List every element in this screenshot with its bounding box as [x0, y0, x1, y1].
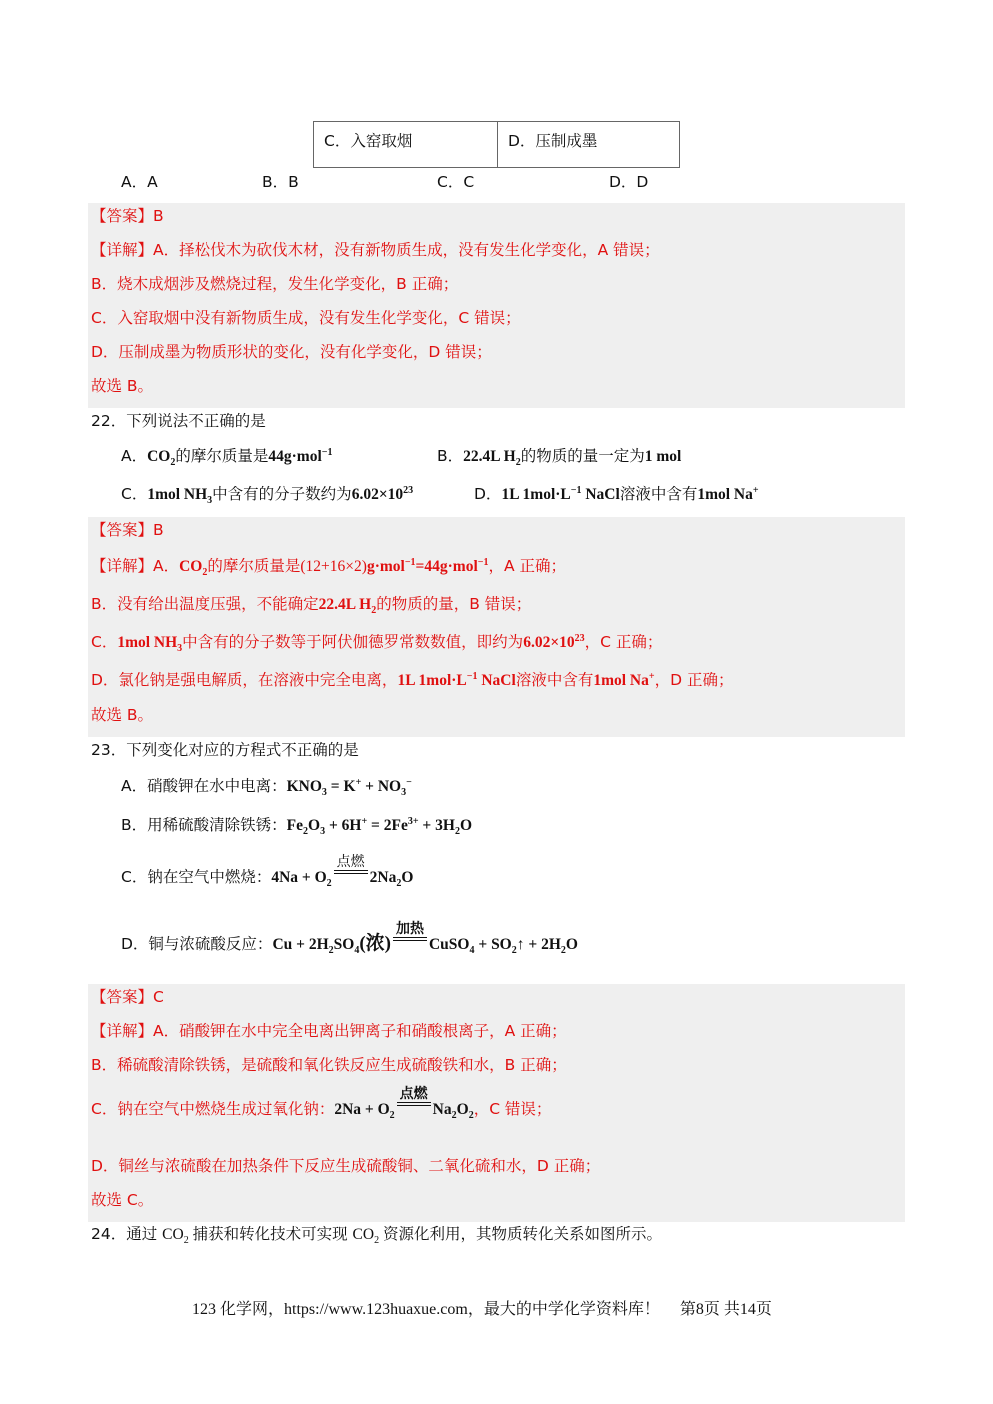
- q22-detail-3: [91, 632, 662, 653]
- formula: 1mol $NH_3$: [117, 634, 183, 655]
- q21-answer-block: [88, 203, 905, 408]
- q21-option-c: C．C: [437, 173, 475, 191]
- formula: 1L $1mol\cdot L^{-1}$ NaCl: [397, 670, 516, 689]
- q22-d-prefix: D．: [474, 485, 502, 503]
- q22-stem: 22．下列说法不正确的是: [91, 412, 266, 430]
- q22-a-text: 的摩尔质量是: [175, 447, 269, 465]
- q22-d4-prefix: D．氯化钠是强电解质，在溶液中完全电离，: [91, 671, 398, 689]
- formula: 1mol $NH_3$: [147, 486, 213, 507]
- formula: $CO_2$: [147, 448, 176, 469]
- formula: (12+16×2)g·mol$^{-1}$=44g·mol$^{-1}$: [300, 556, 489, 575]
- q22-detail-2: [91, 594, 531, 615]
- q23-answer: 【答案】C: [91, 988, 164, 1006]
- q22-d4-text: 溶液中含有: [515, 671, 594, 689]
- q23-option-b: [121, 815, 472, 836]
- q22-detail-5: 故选 B。: [91, 706, 154, 724]
- formula: 1L $1mol\cdot L^{-1}$ NaCl: [501, 484, 620, 503]
- q23-d-text: D．铜与浓硫酸反应：: [121, 935, 273, 953]
- q22-d-text: 溶液中含有: [619, 485, 698, 503]
- q23-stem: 23．下列变化对应的方程式不正确的是: [91, 741, 359, 759]
- q21-option-a: A．A: [121, 173, 158, 191]
- q23-option-a: [121, 776, 412, 797]
- q22-d2-prefix: B．没有给出温度压强，不能确定: [91, 595, 319, 613]
- formula: $2Na_2O$: [369, 869, 414, 890]
- formula: $6.02\times 10^{23}$: [523, 632, 585, 651]
- formula: 22.4L $H_2$: [463, 448, 521, 469]
- q23-b-text: B．用稀硫酸清除铁锈：: [121, 816, 287, 834]
- formula: 22.4L $H_2$: [318, 596, 377, 617]
- q21-detail-1: 【详解】A．择松伐木为砍伐木材，没有新物质生成，没有发生化学变化，A 错误；: [91, 241, 660, 259]
- q21-detail-3: C．入窑取烟中没有新物质生成，没有发生化学变化，C 错误；: [91, 309, 521, 327]
- q23-d3-prefix: C．钠在空气中燃烧生成过氧化钠：: [91, 1100, 335, 1118]
- q21-option-d: D．D: [609, 173, 649, 191]
- q21-table-d-text: D．压制成墨: [508, 132, 598, 150]
- q23-option-d: [121, 920, 578, 960]
- footer-site-text: 123 化学网，https://www.123huaxue.com，最大的中学化学资料库！: [192, 1301, 660, 1318]
- q24-text: 捕获和转化技术可实现: [192, 1225, 348, 1243]
- q21-table-cell-c: [314, 122, 498, 167]
- formula: $CO_2$: [179, 558, 208, 579]
- q21-answer: 【答案】B: [91, 207, 164, 225]
- footer-page-number: 第8页 共14页: [679, 1301, 772, 1318]
- formula: 1 mol: [644, 448, 682, 465]
- formula: $6.02\times 10^{23}$: [351, 484, 414, 503]
- formula: $Cu + 2H_2SO_4$(浓): [272, 933, 391, 957]
- q22-d1-text: 的摩尔质量是: [207, 557, 301, 575]
- condition-arrow: [393, 921, 427, 941]
- q22-d3-prefix: C．: [91, 633, 118, 651]
- condition-arrow: [334, 854, 368, 874]
- q22-option-b: [437, 446, 681, 467]
- q21-detail-2: B．烧木成烟涉及燃烧过程，发生化学变化，B 正确；: [91, 275, 459, 293]
- q22-option-c: [121, 484, 413, 505]
- condition-arrow: [397, 1086, 431, 1106]
- formula: $CO_2$: [162, 1226, 189, 1247]
- q24-stem: [91, 1224, 662, 1245]
- formula: $Fe_2O_3 + 6H^+ = 2Fe^{3+} + 3H_2O$: [286, 815, 472, 838]
- q22-d1-suffix: ，A 正确；: [488, 557, 566, 575]
- q22-answer-block: [88, 517, 905, 737]
- q21-table-c-text: C．入窑取烟: [324, 132, 413, 150]
- q23-c-text: C．钠在空气中燃烧：: [121, 868, 272, 886]
- q23-option-c: [121, 855, 413, 895]
- q23-detail-5: 故选 C。: [91, 1191, 154, 1209]
- formula: $Na_2O_2$: [432, 1101, 474, 1122]
- formula: 1mol Na+: [697, 484, 759, 503]
- q22-c-prefix: C．: [121, 485, 148, 503]
- q22-d3-text: 中含有的分子数等于阿伏伽德罗常数数值，即约为: [182, 633, 524, 651]
- q22-c-text: 中含有的分子数约为: [212, 485, 352, 503]
- q22-option-d: [474, 484, 759, 505]
- q22-answer: 【答案】B: [91, 521, 164, 539]
- condition-text: 点燃: [336, 853, 365, 870]
- formula: $4Na + O_2$: [271, 869, 332, 890]
- formula: CuSO$_4$ + $SO_2↑ + 2H_2O$: [428, 936, 578, 957]
- formula: 1mol Na+: [593, 670, 655, 689]
- condition-text: 加热: [395, 920, 424, 937]
- q22-b-prefix: B．: [437, 447, 464, 465]
- q22-d2-suffix: 的物质的量，B 错误；: [376, 595, 532, 613]
- q24-prefix: 24．通过: [91, 1225, 158, 1243]
- q23-detail-3: [91, 1087, 551, 1127]
- q22-d1-prefix: 【详解】A．: [91, 557, 180, 575]
- q22-d4-suffix: ，D 正确；: [654, 671, 734, 689]
- q24-suffix: 资源化利用，其物质转化关系如图所示。: [382, 1225, 662, 1243]
- q23-detail-4: D．铜丝与浓硫酸在加热条件下反应生成硫酸铜、二氧化硫和水，D 正确；: [91, 1157, 601, 1175]
- q22-detail-1: [91, 556, 566, 577]
- formula: $2Na + O_2$: [334, 1101, 395, 1122]
- condition-text: 点燃: [399, 1085, 428, 1102]
- formula: $KNO_3 = K^+ + NO_3^-$: [286, 776, 412, 799]
- page-footer: [192, 1300, 772, 1320]
- formula: 44g·mol$^{-1}$: [268, 446, 333, 465]
- q21-detail-4: D．压制成墨为物质形状的变化，没有化学变化，D 错误；: [91, 343, 492, 361]
- formula: $CO_2$: [352, 1226, 380, 1247]
- q21-option-b: B．B: [262, 173, 299, 191]
- q21-detail-5: 故选 B。: [91, 377, 154, 395]
- q23-detail-1: 【详解】A．硝酸钾在水中完全电离出钾离子和硝酸根离子，A 正确；: [91, 1022, 567, 1040]
- q23-detail-2: B．稀硫酸清除铁锈，是硫酸和氧化铁反应生成硫酸铁和水，B 正确；: [91, 1056, 567, 1074]
- q23-d3-suffix: ，C 错误；: [473, 1100, 552, 1118]
- q22-detail-4: [91, 670, 733, 691]
- q22-option-a: [121, 446, 332, 467]
- q21-table-cell-d: [498, 122, 679, 167]
- q23-a-text: A．硝酸钾在水中电离：: [121, 777, 287, 795]
- q21-options-table: [313, 121, 680, 168]
- q22-a-prefix: A．: [121, 447, 148, 465]
- q22-d3-suffix: ，C 正确；: [584, 633, 663, 651]
- q22-b-text: 的物质的量一定为: [520, 447, 645, 465]
